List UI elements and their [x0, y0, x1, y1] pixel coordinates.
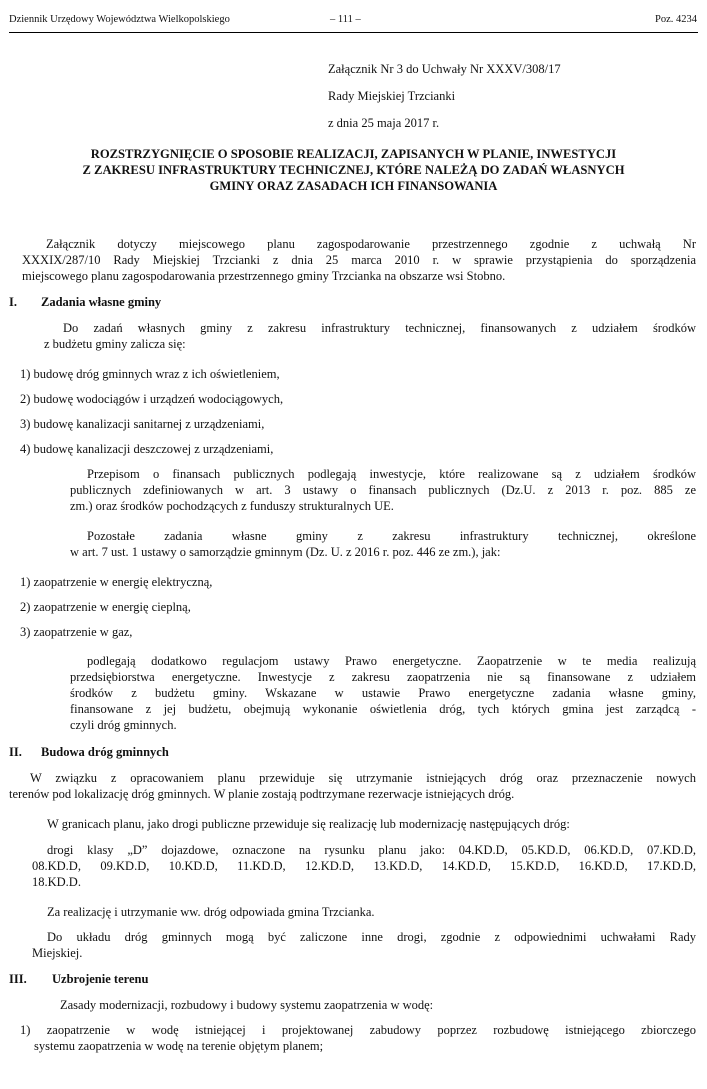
section-2-paragraph-2: W granicach planu, jako drogi publiczne przewiduje się realizację lub modernizację następujących dróg: — [47, 817, 570, 831]
section-3-number: III. — [9, 972, 27, 986]
s1p4-line-4: finansowane z jej budżetu, obejmują wykonanie oświetlenia dróg, tych których gmina jest zarządcą - — [70, 702, 696, 716]
s2p5-line-2: Miejskiej. — [32, 946, 83, 960]
s3i1-line-2: systemu zaopatrzenia w wodę na terenie objętym planem; — [34, 1039, 324, 1053]
annex-line-1: Załącznik Nr 3 do Uchwały Nr XXXV/308/17 — [328, 62, 561, 76]
list-item: 1) budowę dróg gminnych wraz z ich oświetleniem, — [20, 367, 280, 381]
journal-title: Dziennik Urzędowy Województwa Wielkopolskiego — [9, 14, 230, 25]
intro-line-3: miejscowego planu zagospodarowania przestrzennego gminy Trzcianka na obszarze wsi Stobno. — [22, 269, 506, 283]
section-3-heading — [9, 972, 148, 987]
intro-line-1: Załącznik dotyczy miejscowego planu zagospodarowanie przestrzennego zgodnie z uchwałą Nr — [46, 237, 696, 251]
section-2-number: II. — [9, 745, 22, 759]
s2p5-line-1: Do układu dróg gminnych mogą być zaliczone inne drogi, zgodnie z odpowiednimi uchwałami Rady — [47, 930, 696, 944]
list-item: 1) zaopatrzenie w energię elektryczną, — [20, 575, 213, 589]
s1p2-line-2: publicznych zdefiniowanych w art. 3 ustawy o finansach publicznych (Dz.U. z 2013 r. poz. 885 ze — [70, 483, 696, 497]
section-2-paragraph-4: Za realizację i utrzymanie ww. dróg odpowiada gmina Trzcianka. — [47, 905, 375, 919]
s1p1-line-2: z budżetu gminy zalicza się: — [44, 337, 186, 351]
section-1-paragraph-1 — [44, 320, 696, 352]
s1p4-line-2: przedsiębiorstwa energetyczne. Inwestycje z zakresu zaopatrzenia nie są finansowane z udziałem — [70, 670, 696, 684]
list-item: 3) zaopatrzenie w gaz, — [20, 625, 133, 639]
intro-paragraph — [22, 236, 696, 284]
s1p1-line-1: Do zadań własnych gminy z zakresu infrastruktury technicznej, finansowanych z udziałem środków — [63, 321, 696, 335]
section-2-paragraph-5 — [32, 929, 696, 961]
section-3-paragraph-1: Zasady modernizacji, rozbudowy i budowy systemu zaopatrzenia w wodę: — [60, 998, 434, 1012]
section-1-number: I. — [9, 295, 17, 309]
s2p3-line-3: 18.KD.D. — [32, 875, 81, 889]
list-item: 2) budowę wodociągów i urządzeń wodociągowych, — [20, 392, 284, 406]
section-3-item-1 — [20, 1022, 696, 1054]
annex-line-3: z dnia 25 maja 2017 r. — [328, 116, 440, 130]
section-1-title: Zadania własne gminy — [41, 295, 162, 309]
list-item: 3) budowę kanalizacji sanitarnej z urządzeniami, — [20, 417, 265, 431]
s2p3-line-2: 08.KD.D, 09.KD.D, 10.KD.D, 11.KD.D, 12.KD.D, 13.KD.D, 14.KD.D, 15.KD.D, 16.KD.D, 17.KD.D, — [32, 859, 696, 873]
position-number: Poz. 4234 — [655, 14, 697, 25]
s1p3-line-1: Pozostałe zadania własne gminy z zakresu infrastruktury technicznej, określone — [87, 529, 696, 543]
s1p4-line-5: czyli dróg gminnych. — [70, 718, 177, 732]
s1p4-line-3: środków z budżetu gminy. Wskazane w ustawie Prawo energetyczne zadania własne gminy, — [70, 686, 696, 700]
s2p1-line-2: terenów pod lokalizację dróg gminnych. W planie zostają podtrzymane rezerwacje istniejących dróg. — [9, 787, 515, 801]
intro-line-2: XXXIX/287/10 Rady Miejskiej Trzcianki z dnia 25 marca 2010 r. w sprawie przystąpienia do sporządzenia — [22, 253, 696, 267]
s1p2-line-1: Przepisom o finansach publicznych podlegają inwestycje, które realizowane są z udziałem środków — [87, 467, 696, 481]
annex-line-2: Rady Miejskiej Trzcianki — [328, 89, 456, 103]
title-line-2: Z ZAKRESU INFRASTRUKTURY TECHNICZNEJ, KTÓRE NALEŻĄ DO ZADAŃ WŁASNYCH — [82, 163, 625, 177]
s3i1-line-1: 1) zaopatrzenie w wodę istniejącej i projektowanej zabudowy poprzez rozbudowę istniejącego zbiorczego — [20, 1023, 696, 1037]
section-2-title: Budowa dróg gminnych — [41, 745, 169, 759]
s1p4-line-1: podlegają dodatkowo regulacjom ustawy Prawo energetyczne. Zaopatrzenie w te media realizują — [87, 654, 696, 668]
section-1-heading — [9, 295, 161, 310]
section-3-title: Uzbrojenie terenu — [52, 972, 149, 986]
title-line-3: GMINY ORAZ ZASADACH ICH FINANSOWANIA — [209, 179, 498, 193]
s2p1-line-1: W związku z opracowaniem planu przewiduje się utrzymanie istniejących dróg oraz przeznaczenie nowych — [30, 771, 696, 785]
s1p2-line-3: zm.) oraz środków pochodzących z funduszy strukturalnych UE. — [70, 499, 394, 513]
page-number: – 111 – — [330, 14, 361, 25]
section-2-paragraph-1 — [9, 770, 696, 802]
section-1-paragraph-4 — [70, 653, 696, 733]
section-1-paragraph-3 — [70, 528, 696, 560]
title-line-1: ROZSTRZYGNIĘCIE O SPOSOBIE REALIZACJI, ZAPISANYCH W PLANIE, INWESTYCJI — [90, 147, 617, 161]
list-item: 4) budowę kanalizacji deszczowej z urządzeniami, — [20, 442, 274, 456]
s2p3-line-1: drogi klasy „D” dojazdowe, oznaczone na rysunku planu jako: 04.KD.D, 05.KD.D, 06.KD.D, 07.KD.D, — [47, 843, 696, 857]
section-1-paragraph-2 — [70, 466, 696, 514]
list-item: 2) zaopatrzenie w energię cieplną, — [20, 600, 191, 614]
section-2-heading — [9, 745, 169, 760]
document-title — [10, 146, 697, 194]
header-rule — [9, 32, 698, 33]
s1p3-line-2: w art. 7 ust. 1 ustawy o samorządzie gminnym (Dz. U. z 2016 r. poz. 446 ze zm.), jak: — [70, 545, 501, 559]
section-2-paragraph-3 — [32, 842, 696, 890]
